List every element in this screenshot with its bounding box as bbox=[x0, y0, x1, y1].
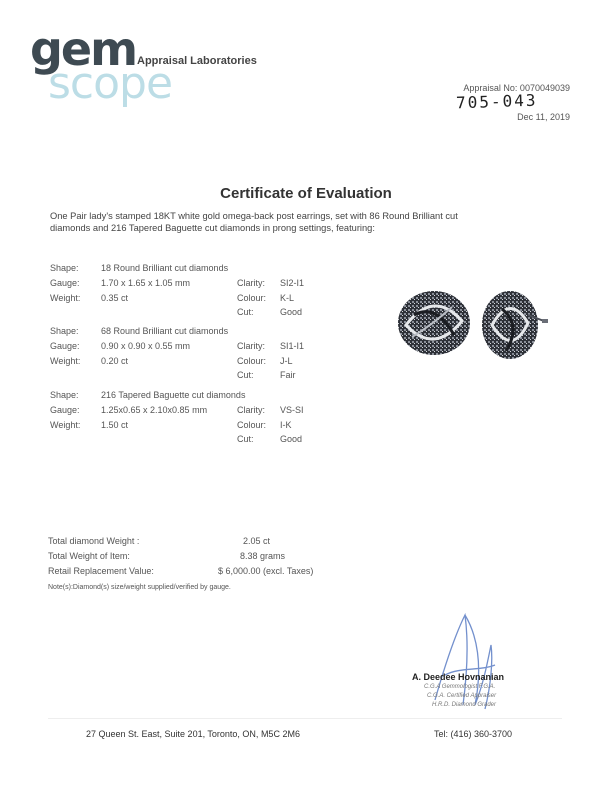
clarity-value: VS-SI bbox=[280, 405, 304, 415]
gauge-label: Gauge: bbox=[50, 405, 80, 415]
total-label: Total diamond Weight : bbox=[48, 536, 140, 546]
total-value: 8.38 grams bbox=[240, 551, 286, 561]
colour-value: J-L bbox=[280, 356, 293, 366]
weight-label: Weight: bbox=[50, 356, 81, 366]
handwritten-reference: 705-043 bbox=[455, 90, 538, 113]
cut-value: Good bbox=[280, 434, 303, 444]
note: Note(s):Diamond(s) size/weight supplied/verified by gauge. bbox=[48, 584, 231, 591]
weight-value: 1.50 ct bbox=[101, 420, 129, 430]
total-value: 2.05 ct bbox=[243, 536, 271, 546]
total-value: $ 6,000.00 (excl. Taxes) bbox=[218, 566, 314, 576]
logo-scope: scope bbox=[48, 58, 173, 109]
clarity-value: SI1-I1 bbox=[280, 341, 305, 351]
weight-value: 0.20 ct bbox=[101, 356, 129, 366]
clarity-value: SI2-I1 bbox=[280, 278, 305, 288]
shape-label: Shape: bbox=[50, 326, 79, 336]
gauge-label: Gauge: bbox=[50, 278, 80, 288]
item-description bbox=[50, 210, 570, 234]
footer-divider bbox=[48, 718, 562, 719]
appraisal-date: Dec 11, 2019 bbox=[517, 112, 570, 122]
colour-value: I-K bbox=[280, 420, 292, 430]
weight-value: 0.35 ct bbox=[101, 293, 129, 303]
weight-label: Weight: bbox=[50, 420, 81, 430]
description-line: One Pair lady's stamped 18KT white gold omega-back post earrings, set with 86 Round Brilliant cut bbox=[50, 211, 458, 221]
shape-label: Shape: bbox=[50, 263, 79, 273]
clarity-label: Clarity: bbox=[237, 405, 266, 415]
clarity-label: Clarity: bbox=[237, 278, 266, 288]
cut-label: Cut: bbox=[237, 434, 254, 444]
signatory-name: A. Deedee Hovnanian bbox=[412, 672, 505, 682]
logo-gem: gem bbox=[30, 22, 137, 76]
earrings-photo bbox=[392, 285, 552, 375]
cut-value: Good bbox=[280, 307, 303, 317]
footer-address: 27 Queen St. East, Suite 201, Toronto, ON, M5C 2M6 bbox=[86, 729, 300, 739]
gauge-value: 1.70 x 1.65 x 1.05 mm bbox=[101, 278, 191, 288]
lab-name: Appraisal Laboratories bbox=[137, 55, 257, 67]
credential: C.G.A Gemmologist F.G.A. bbox=[424, 684, 496, 690]
gauge-value: 0.90 x 0.90 x 0.55 mm bbox=[101, 341, 191, 351]
cut-value: Fair bbox=[280, 370, 296, 380]
weight-label: Weight: bbox=[50, 293, 81, 303]
description-line: diamonds and 216 Tapered Baguette cut diamonds in prong settings, featuring: bbox=[50, 223, 375, 233]
colour-label: Colour: bbox=[237, 356, 267, 366]
cut-label: Cut: bbox=[237, 307, 254, 317]
colour-label: Colour: bbox=[237, 420, 267, 430]
shape-value: 18 Round Brilliant cut diamonds bbox=[101, 263, 229, 273]
clarity-label: Clarity: bbox=[237, 341, 266, 351]
colour-value: K-L bbox=[280, 293, 295, 303]
cut-label: Cut: bbox=[237, 370, 254, 380]
shape-label: Shape: bbox=[50, 390, 79, 400]
gauge-value: 1.25x0.65 x 2.10x0.85 mm bbox=[101, 405, 208, 415]
page-title: Certificate of Evaluation bbox=[220, 185, 392, 202]
shape-value: 68 Round Brilliant cut diamonds bbox=[101, 326, 229, 336]
colour-label: Colour: bbox=[237, 293, 267, 303]
gauge-label: Gauge: bbox=[50, 341, 80, 351]
appraisal-number: Appraisal No: 0070049039 bbox=[463, 83, 570, 93]
total-label: Retail Replacement Value: bbox=[48, 566, 154, 576]
total-label: Total Weight of Item: bbox=[48, 551, 130, 561]
shape-value: 216 Tapered Baguette cut diamonds bbox=[101, 390, 246, 400]
credential: C.G.A. Certified Appraiser bbox=[427, 693, 497, 699]
footer-phone: Tel: (416) 360-3700 bbox=[434, 729, 513, 739]
credential: H.R.D. Diamond Grader bbox=[432, 702, 497, 708]
